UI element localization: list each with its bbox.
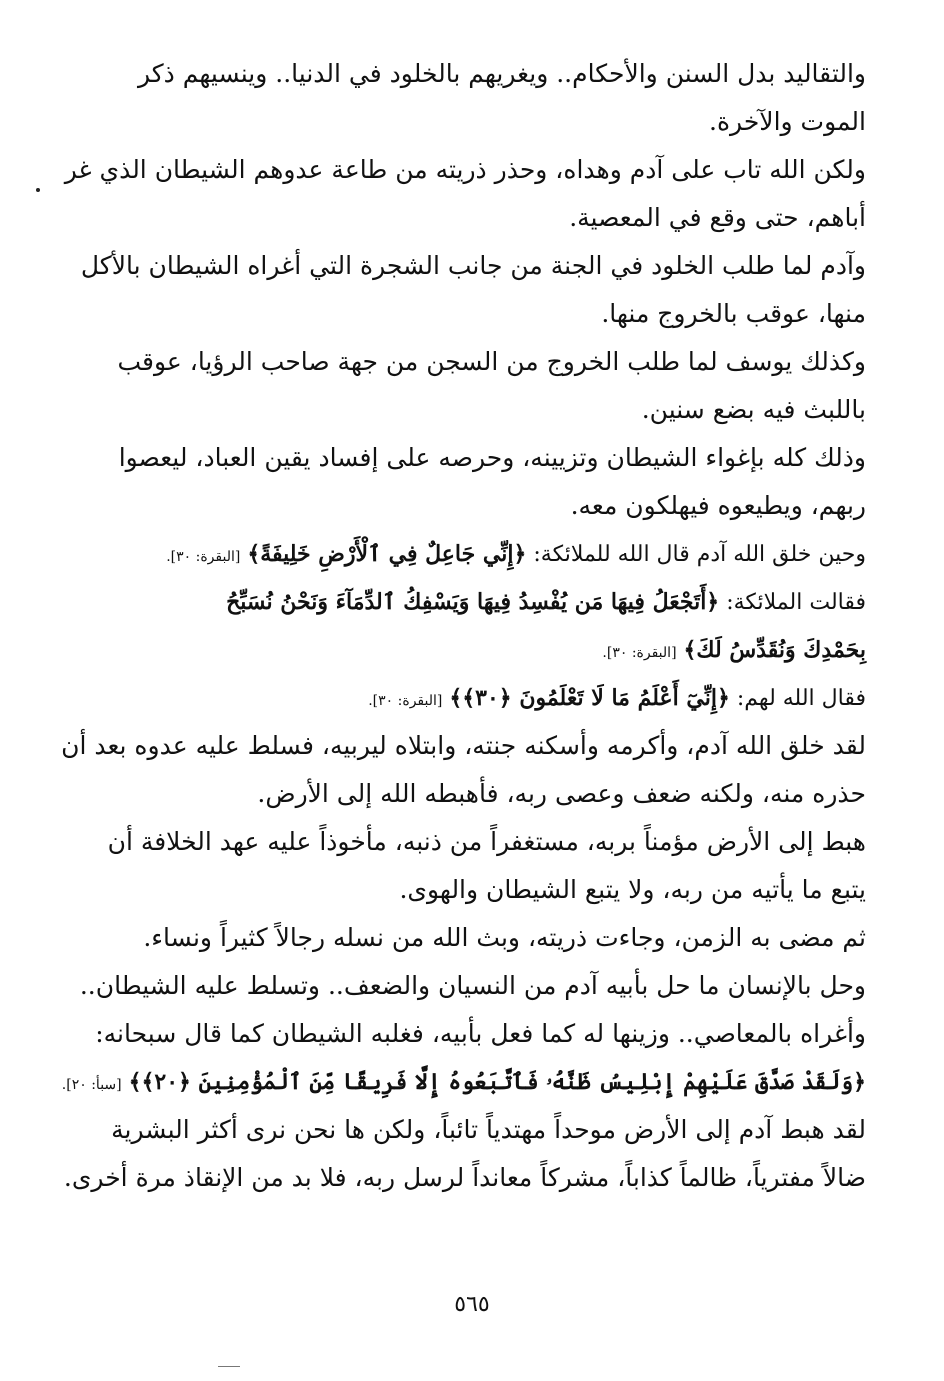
text-line: والتقاليد بدل السنن والأحكام.. ويغريهم بالخلود في الدنيا.. وينسيهم ذكر bbox=[137, 59, 866, 88]
text-line: ربهم، ويطيعوه فيهلكون معه. bbox=[570, 491, 866, 520]
verse-intro: فقالت الملائكة: bbox=[726, 590, 866, 615]
text-line: منها، عوقب بالخروج منها. bbox=[601, 299, 866, 328]
verse-line bbox=[88, 626, 866, 674]
verse-reference: [البقرة: ٣٠]. bbox=[368, 693, 443, 709]
verse-reference: [سبأ: ٢٠]. bbox=[61, 1077, 122, 1093]
text-line: وأغراه بالمعاصي.. وزينها له كما فعل بأبيه، فغلبه الشيطان كما قال سبحانه: bbox=[95, 1019, 866, 1048]
text-line: ضالاً مفترياً، ظالماً كذاباً، مشركاً معانداً لرسل ربه، فلا بد من الإنقاذ مرة أخرى. bbox=[63, 1163, 866, 1192]
text-line: باللبث فيه بضع سنين. bbox=[641, 395, 866, 424]
scan-dash-mark bbox=[218, 1366, 240, 1367]
text-line: ثم مضى به الزمن، وجاءت ذريته، وبث الله من نسله رجالاً كثيراً ونساء. bbox=[143, 923, 866, 952]
verse-intro: فقال الله لهم: bbox=[736, 686, 866, 711]
text-line: وحل بالإنسان ما حل بأبيه آدم من النسيان والضعف.. وتسلط عليه الشيطان.. bbox=[79, 971, 866, 1000]
verse-line bbox=[88, 530, 866, 578]
text-line: لقد هبط آدم إلى الأرض موحداً مهتدياً تائباً، ولكن ها نحن نرى أكثر البشرية bbox=[111, 1115, 866, 1144]
text-line: حذره منه، ولكنه ضعف وعصى ربه، فأهبطه الله إلى الأرض. bbox=[257, 779, 866, 808]
verse-intro: وحين خلق الله آدم قال الله للملائكة: bbox=[533, 542, 866, 567]
quran-verse: ﴿أَتَجْعَلُ فِيهَا مَن يُفْسِدُ فِيهَا وَيَسْفِكُ ٱلدِّمَآءَ وَنَحْنُ نُسَبِّحُ bbox=[226, 589, 720, 615]
text-line: ولكن الله تاب على آدم وهداه، وحذر ذريته من طاعة عدوهم الشيطان الذي غر bbox=[64, 155, 866, 184]
text-line: هبط إلى الأرض مؤمناً بربه، مستغفراً من ذنبه، مأخوذاً عليه عهد الخلافة أن bbox=[107, 827, 866, 856]
quran-verse: ﴿إِنِّيٓ أَعْلَمُ مَا لَا تَعْلَمُونَ ﴿٣٠﴾﴾ bbox=[449, 685, 730, 711]
text-line: أباهم، حتى وقع في المعصية. bbox=[569, 203, 866, 232]
text-line: يتبع ما يأتيه من ربه، ولا يتبع الشيطان والهوى. bbox=[399, 875, 866, 904]
text-line: وكذلك يوسف لما طلب الخروج من السجن من جهة صاحب الرؤيا، عوقب bbox=[117, 347, 866, 376]
page-body bbox=[61, 50, 866, 1202]
quran-verse: ﴿وَلَقَدْ صَدَّقَ عَلَيْهِمْ إِبْلِيسُ ظَنَّهُۥ فَٱتَّبَعُوهُ إِلَّا فَرِيقًا مِّنَ ٱلْمُؤْمِنِينَ ﴿٢٠﴾﴾ bbox=[128, 1069, 866, 1095]
page-number: ٥٦٥ bbox=[454, 1292, 490, 1317]
text-line: وآدم لما طلب الخلود في الجنة من جانب الشجرة التي أغراه الشيطان بالأكل bbox=[80, 251, 866, 280]
text-line: وذلك كله بإغواء الشيطان وتزيينه، وحرصه على إفساد يقين العباد، ليعصوا bbox=[118, 443, 866, 472]
text-line: لقد خلق الله آدم، وأكرمه وأسكنه جنته، وابتلاه ليربيه، فسلط عليه عدوه بعد أن bbox=[61, 731, 866, 760]
stray-dot-mark bbox=[36, 188, 40, 192]
quran-verse: بِحَمْدِكَ وَنُقَدِّسُ لَكَ﴾ bbox=[683, 637, 866, 663]
verse-reference: [البقرة: ٣٠]. bbox=[166, 549, 241, 565]
quran-verse: ﴿إِنِّي جَاعِلٌ فِي ٱلْأَرْضِ خَلِيفَةً﴾ bbox=[247, 541, 527, 567]
verse-reference: [البقرة: ٣٠]. bbox=[602, 645, 677, 661]
text-line: الموت والآخرة. bbox=[709, 107, 866, 136]
verse-line bbox=[61, 1058, 866, 1106]
verse-line bbox=[88, 578, 866, 626]
verse-line bbox=[88, 674, 866, 722]
